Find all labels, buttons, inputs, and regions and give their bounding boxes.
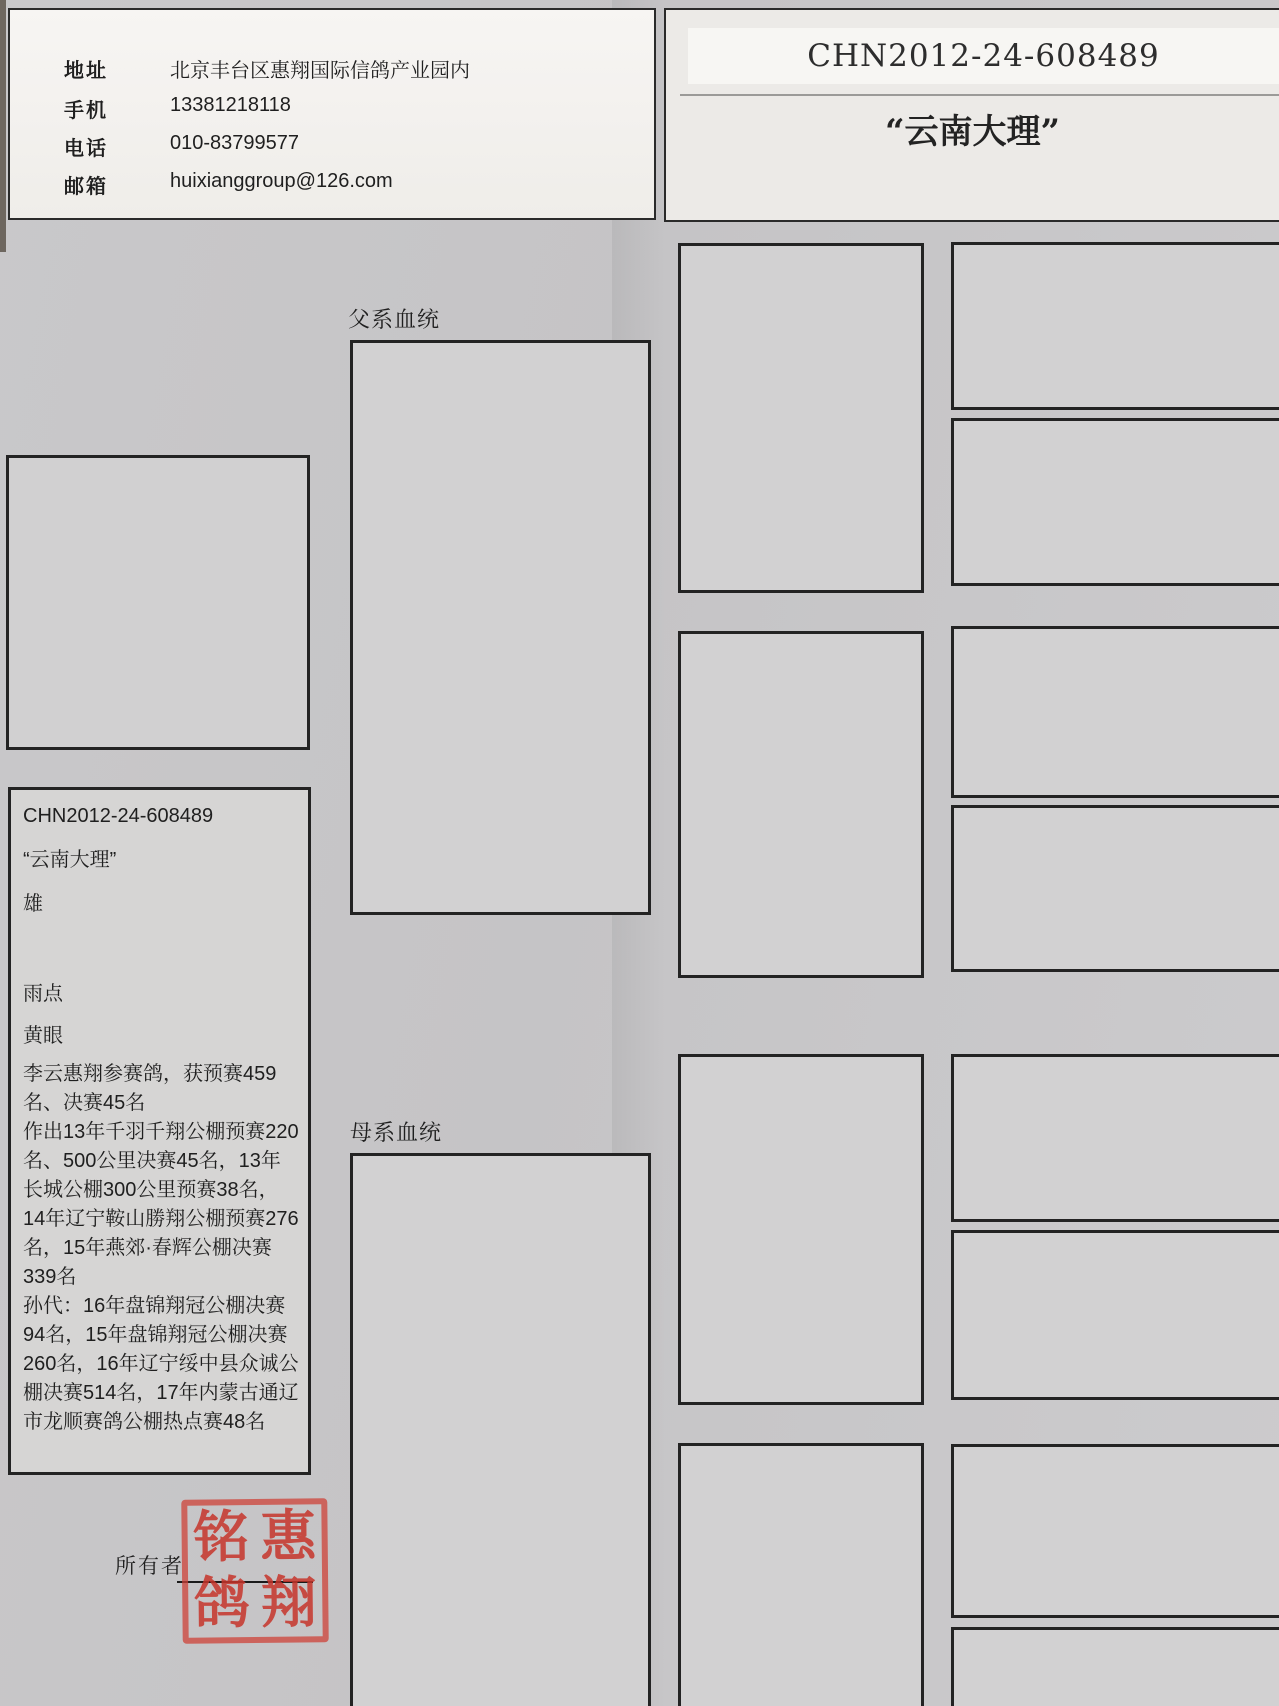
great-grandparent-box-8 — [951, 1627, 1279, 1706]
huixiang-red-seal-stamp — [181, 1498, 328, 1644]
address-value: 北京丰台区惠翔国际信鸽产业园内 — [170, 60, 470, 82]
father-bloodline-label: 父系血统 — [348, 307, 441, 332]
bird-photo-box — [6, 455, 310, 750]
great-grandparent-box-5 — [951, 1054, 1279, 1222]
grandparent-box-1 — [678, 243, 924, 593]
stamp-char-bottom-left: 鸽 — [193, 1571, 251, 1637]
mobile-value: 13381218118 — [170, 94, 291, 116]
info-bird-name: “云南大理” — [23, 849, 117, 871]
grandparent-box-3 — [678, 1054, 924, 1405]
contact-row-mobile — [64, 94, 291, 123]
contact-info-panel — [8, 8, 656, 220]
email-value: huixianggroup@126.com — [170, 170, 393, 192]
father-pedigree-box — [350, 340, 651, 915]
header-divider-line — [680, 94, 1279, 96]
bird-name-title: “云南大理” — [884, 112, 1061, 152]
email-label: 邮箱 — [64, 176, 108, 198]
contact-row-email — [64, 170, 393, 199]
grandparent-box-4 — [678, 1443, 924, 1706]
great-grandparent-box-7 — [951, 1444, 1279, 1618]
bird-info-box — [8, 787, 311, 1475]
info-results-paragraph-2: 作出13年千羽千翔公棚预赛220名、500公里决赛45名，13年长城公棚300公里预赛38名，14年辽宁鞍山勝翔公棚预赛276名，15年燕郊·春辉公棚决赛339名 — [23, 1121, 299, 1288]
mobile-label: 手机 — [64, 100, 108, 122]
great-grandparent-box-3 — [951, 626, 1279, 798]
stamp-char-bottom-right: 翔 — [260, 1570, 318, 1636]
mother-pedigree-box — [350, 1153, 651, 1706]
address-label: 地址 — [64, 60, 108, 82]
mother-bloodline-label: 母系血统 — [350, 1120, 443, 1145]
contact-row-address — [64, 54, 470, 83]
phone-value: 010-83799577 — [170, 132, 300, 154]
owner-label: 所有者 — [115, 1555, 184, 1578]
great-grandparent-box-1 — [951, 242, 1279, 410]
phone-label: 电话 — [64, 138, 108, 160]
info-eye-color: 黄眼 — [23, 1025, 63, 1047]
info-results-paragraph-3: 孙代：16年盘锦翔冠公棚决赛94名，15年盘锦翔冠公棚决赛260名，16年辽宁绥中县众诚公棚决赛514名，17年内蒙古通辽市龙顺赛鸽公棚热点赛48名 — [23, 1295, 299, 1433]
info-results-paragraph-1: 李云惠翔参赛鸽，获预赛459名、决赛45名 — [23, 1063, 277, 1114]
stamp-char-top-right: 惠 — [259, 1504, 317, 1570]
info-feather-color: 雨点 — [23, 983, 63, 1005]
ring-number-band: CHN2012-24-608489 — [688, 28, 1279, 84]
grandparent-box-2 — [678, 631, 924, 978]
contact-row-phone — [64, 132, 299, 161]
great-grandparent-box-6 — [951, 1230, 1279, 1400]
great-grandparent-box-2 — [951, 418, 1279, 586]
info-ring-number: CHN2012-24-608489 — [23, 805, 214, 827]
stamp-char-top-left: 铭 — [192, 1505, 250, 1571]
bird-header-panel — [664, 8, 1279, 222]
great-grandparent-box-4 — [951, 805, 1279, 972]
photo-edge-strip — [0, 0, 6, 252]
info-sex: 雄 — [23, 893, 43, 915]
